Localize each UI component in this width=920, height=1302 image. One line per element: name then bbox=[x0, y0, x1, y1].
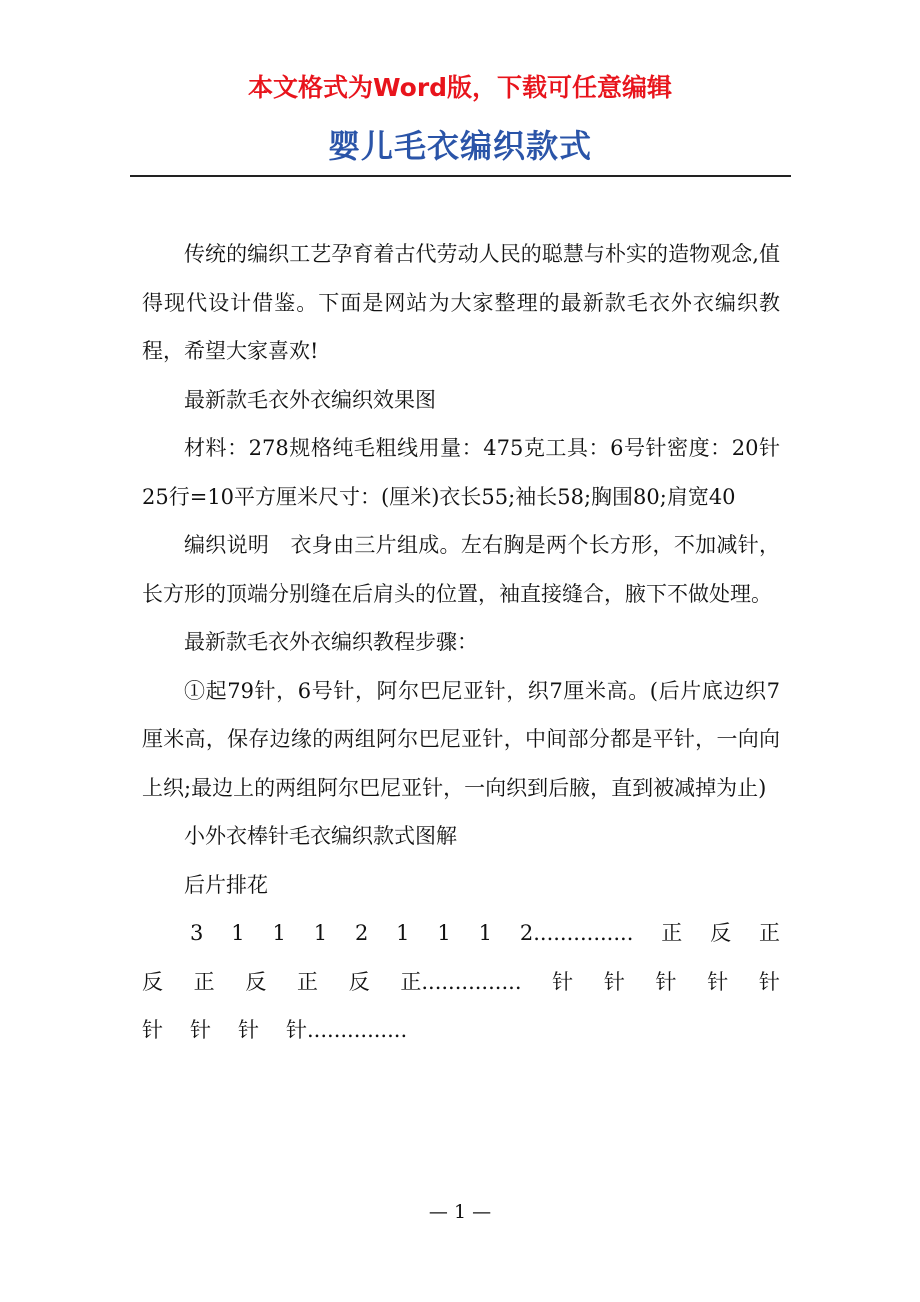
materials-paragraph: 材料：278规格纯毛粗线用量：475克工具：6号针密度：20针25行=10平方厘米尺寸：(厘米)衣长55;袖长58;胸围80;肩宽40 bbox=[142, 436, 780, 509]
intro-paragraph: 传统的编织工艺孕育着古代劳动人民的聪慧与朴实的造物观念,值得现代设计借鉴。下面是网站为大家整理的最新款毛衣外衣编织教程，希望大家喜欢! bbox=[142, 242, 780, 363]
pattern-cell: 正............... bbox=[400, 969, 522, 994]
knitting-instructions-paragraph: 编织说明 衣身由三片组成。左右胸是两个长方形，不加减针，长方形的顶端分别缝在后肩头的位置，袖直接缝合，腋下不做处理。 bbox=[142, 533, 780, 606]
pattern-cell: 正 bbox=[297, 969, 319, 994]
pattern-cell: 针 bbox=[655, 969, 677, 994]
pattern-row bbox=[142, 909, 780, 958]
pattern-cell: 针 bbox=[552, 969, 574, 994]
pattern-cell: 1 bbox=[437, 921, 451, 945]
pattern-cell: 1 bbox=[272, 921, 286, 945]
format-notice: 本文格式为Word版，下载可任意编辑 bbox=[247, 73, 673, 102]
pattern-cell: 正 bbox=[661, 921, 683, 945]
back-pattern-heading: 后片排花 bbox=[184, 872, 268, 897]
pattern-cell: 2 bbox=[354, 921, 369, 945]
diagram-caption: 小外衣棒针毛衣编织款式图解 bbox=[184, 824, 457, 848]
pattern-row bbox=[142, 1006, 780, 1055]
pattern-cell: 1 bbox=[478, 921, 493, 945]
pattern-cell: 针 bbox=[707, 969, 729, 994]
pattern-cell: 反 bbox=[245, 969, 267, 994]
pattern-cell: 针 bbox=[190, 1018, 211, 1042]
document-body bbox=[142, 230, 780, 1055]
pattern-cell: 1 bbox=[313, 921, 328, 945]
pattern-cell: 3 bbox=[190, 921, 204, 945]
pattern-cell: 正 bbox=[193, 969, 215, 994]
steps-heading: 最新款毛衣外衣编织教程步骤： bbox=[184, 630, 478, 654]
pattern-cell: 反 bbox=[348, 969, 370, 994]
pattern-cell: 针 bbox=[758, 969, 780, 994]
pattern-cell: 针 bbox=[142, 1018, 163, 1042]
pattern-cell: 反 bbox=[142, 969, 163, 994]
pattern-row bbox=[142, 958, 780, 1007]
pattern-cell: 针 bbox=[603, 969, 625, 994]
pattern-cell: 针............... bbox=[286, 1018, 408, 1042]
pattern-cell: 2............... bbox=[519, 921, 634, 945]
title-divider bbox=[130, 175, 791, 177]
pattern-cell: 1 bbox=[396, 921, 410, 945]
pattern-cell: 正 bbox=[758, 921, 780, 945]
document-title: 婴儿毛衣编织款式 bbox=[327, 127, 592, 165]
pattern-cell: 针 bbox=[238, 1018, 259, 1042]
effect-image-caption: 最新款毛衣外衣编织效果图 bbox=[184, 387, 436, 412]
page-number: — 1 — bbox=[428, 1201, 492, 1223]
pattern-cell: 反 bbox=[710, 921, 732, 945]
pattern-cell: 1 bbox=[231, 921, 245, 945]
step-one-paragraph: ①起79针，6号针，阿尔巴尼亚针，织7厘米高。(后片底边织7厘米高，保存边缘的两组阿尔巴尼亚针，中间部分都是平针，一向向上织;最边上的两组阿尔巴尼亚针，一向织到后腋，直到被减掉为止) bbox=[142, 678, 780, 800]
